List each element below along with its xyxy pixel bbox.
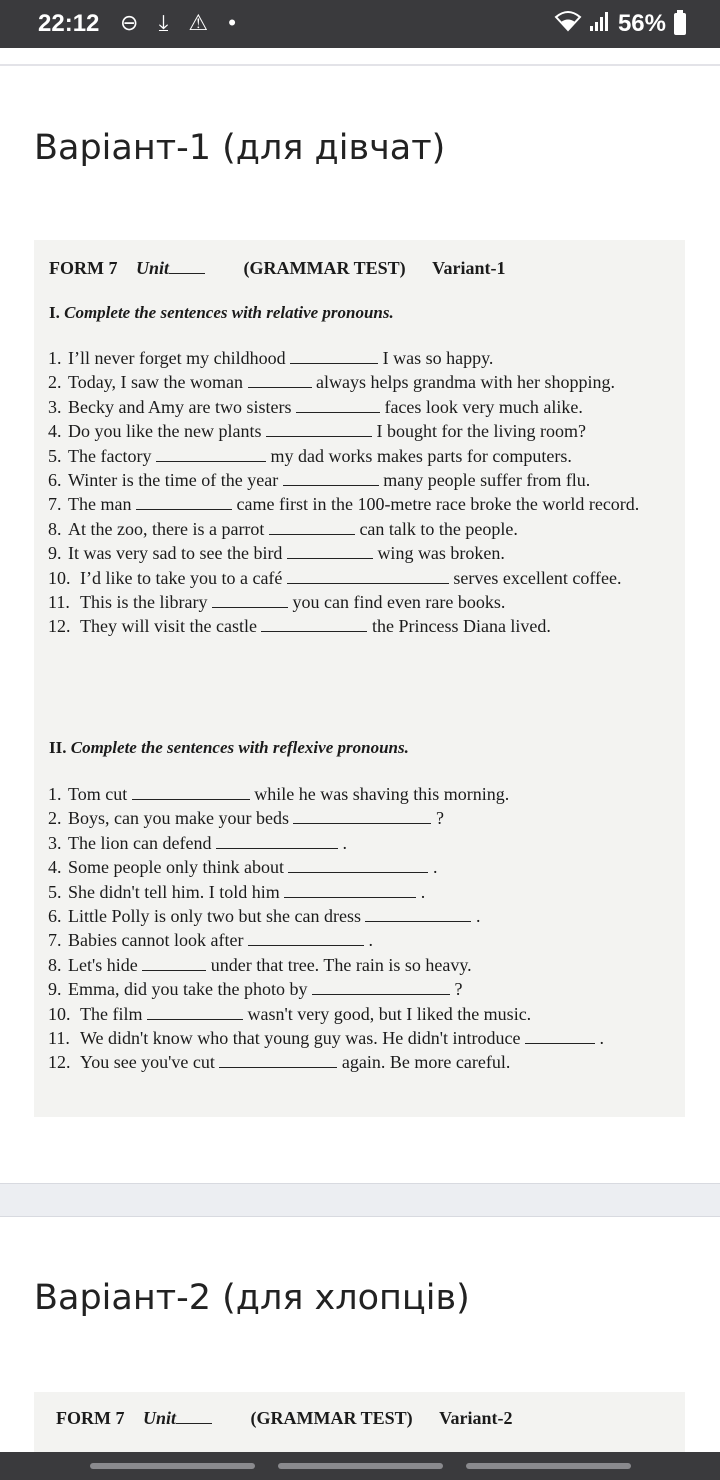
worksheet-item [48,831,678,855]
item-text-before: The man [68,494,136,515]
battery-icon [674,13,686,35]
worksheet-item [48,468,678,492]
item-text-before: Some people only think about [68,857,289,878]
item-number: 8. [48,954,62,975]
item-text-before: This is the library [80,592,212,613]
worksheet-item [48,444,678,468]
item-text-after: again. Be more careful. [337,1052,511,1073]
answer-blank [283,471,379,486]
item-number: 1. [48,784,62,804]
item-number: 3. [48,832,62,853]
item-text-after: under that tree. The rain is so heavy. [206,954,472,975]
answer-blank [266,422,372,437]
signal-icon [590,10,610,38]
answer-blank [142,956,206,971]
item-text-before: Becky and Amy are two sisters [68,396,296,417]
item-number: 3. [48,396,62,417]
item-text-after: . [471,906,481,927]
item-text-after: . [363,930,373,951]
item-text-after: you can find even rare books. [287,592,506,613]
item-text-after: ? [449,979,463,1000]
nav-back-handle[interactable] [90,1463,255,1469]
item-text-before: Do you like the new plants [68,421,266,442]
answer-blank [312,980,450,995]
item-number: 1. [48,348,62,368]
item-text-before: We didn't know who that young guy was. He didn't introduce [80,1028,525,1049]
item-text-before: I’ll never forget my childhood [68,348,291,368]
item-text-after: many people suffer from flu. [378,470,591,491]
section2-items [48,782,678,1075]
worksheet-image-variant1[interactable] [34,240,685,1117]
item-text-before: The factory [68,445,156,466]
item-text-before: The lion can defend [68,832,216,853]
answer-blank [212,593,288,608]
item-number: 4. [48,421,62,442]
answer-blank [132,785,250,800]
worksheet-image-variant2[interactable] [34,1392,685,1452]
item-text-after: . [428,857,438,878]
variant-label: Variant-2 [439,1408,513,1428]
item-text-after: can talk to the people. [354,518,518,539]
item-text-before: Winter is the time of the year [68,470,283,491]
item-number: 11. [48,592,70,613]
worksheet-item [48,492,678,516]
answer-blank [248,931,364,946]
answer-blank [288,858,428,873]
item-number: 7. [48,930,62,951]
item-text-before: You see you've cut [80,1052,220,1073]
worksheet-item [48,419,678,443]
test-label: (GRAMMAR TEST) [250,1408,413,1428]
test-label: (GRAMMAR TEST) [243,258,406,278]
item-text-before: Tom cut [68,784,132,804]
answer-blank [147,1005,243,1020]
item-text-before: Emma, did you take the photo by [68,979,312,1000]
answer-blank [219,1053,337,1068]
item-text-before: The film [80,1003,147,1024]
worksheet-item [48,782,678,806]
item-number: 2. [48,372,62,393]
sheet-header [49,258,506,279]
item-text-after: I bought for the living room? [371,421,586,442]
answer-blank [284,883,416,898]
answer-blank [216,834,338,849]
unit-label: Unit [142,1408,176,1428]
item-number: 2. [48,808,62,829]
answer-blank [365,907,471,922]
battery-percent: 56% [617,10,666,37]
item-text-after: always helps grandma with her shopping. [311,372,615,393]
item-text-before: Today, I saw the woman [68,372,248,393]
item-text-before: Boys, can you make your beds [68,808,294,829]
sheet-header [56,1408,513,1429]
status-icons [120,10,250,36]
item-number: 11. [48,1028,70,1049]
item-text-after: wasn't very good, but I liked the music. [242,1003,532,1024]
variant2-title: Варіант-2 (для хлопців) [34,1278,470,1318]
item-text-after: I was so happy. [378,348,494,368]
item-text-after: ? [431,808,444,829]
answer-blank [296,398,380,413]
item-number: 10. [48,1003,71,1024]
item-number: 12. [48,616,71,637]
worksheet-item [48,977,678,1001]
item-text-before: I’d like to take you to a café [80,567,287,588]
item-text-after: my dad works makes parts for computers. [265,445,572,466]
item-text-after: the Princess Diana lived. [367,616,551,637]
answer-blank [269,520,355,535]
answer-blank [287,569,449,584]
item-number: 4. [48,857,62,878]
section-separator [0,1183,720,1217]
item-text-after: came first in the 100-metre race broke the world record. [231,494,640,515]
item-text-before: It was very sad to see the bird [68,543,287,564]
item-number: 5. [48,445,62,466]
worksheet-item [48,614,678,638]
worksheet-item [48,928,678,952]
answer-blank [525,1029,595,1044]
worksheet-item [48,1002,678,1026]
divider [0,64,720,66]
worksheet-item [48,806,678,830]
worksheet-item [48,395,678,419]
item-text-before: At the zoo, there is a parrot [68,518,269,539]
answer-blank [290,349,378,364]
answer-blank [261,617,367,632]
item-number: 7. [48,494,62,515]
section1-title: I. Complete the sentences with relative pronouns. [49,303,394,322]
item-number: 6. [48,906,62,927]
variant1-title: Варіант-1 (для дівчат) [34,128,446,168]
worksheet-item [48,590,678,614]
item-text-before: She didn't tell him. I told him [68,881,285,902]
nav-recent-handle[interactable] [466,1463,631,1469]
warning-icon: ⚠ [188,10,209,35]
item-number: 10. [48,567,71,588]
worksheet-item [48,370,678,394]
item-text-before: Let's hide [68,954,143,975]
item-text-after: serves excellent coffee. [448,567,622,588]
item-text-after: . [416,881,426,902]
worksheet-item [48,855,678,879]
answer-blank [293,809,431,824]
worksheet-item [48,880,678,904]
status-bar [0,0,720,48]
download-icon: ⤓ [158,10,169,35]
worksheet-item [48,953,678,977]
worksheet-item [48,541,678,565]
answer-blank [287,544,373,559]
dnd-icon: ⊖ [120,10,139,35]
wifi-icon [554,10,582,38]
section2-title: II. Complete the sentences with reflexive pronouns. [49,738,409,757]
answer-blank [136,495,232,510]
item-number: 12. [48,1052,71,1073]
unit-label: Unit [135,258,169,278]
answer-blank [248,373,312,388]
worksheet-item [48,517,678,541]
form-label: FORM 7 [56,1408,125,1428]
status-time: 22:12 [38,10,100,37]
item-text-after: while he was shaving this morning. [249,784,510,804]
section1-items [48,346,678,639]
item-number: 6. [48,470,62,491]
worksheet-item [48,904,678,928]
item-number: 9. [48,979,62,1000]
variant-label: Variant-1 [432,258,506,278]
worksheet-item [48,566,678,590]
item-number: 9. [48,543,62,564]
item-text-after: faces look very much alike. [379,396,583,417]
item-text-before: Little Polly is only two but she can dress [68,906,366,927]
worksheet-item [48,346,678,370]
dot-icon: • [228,10,236,35]
item-text-after: . [594,1028,604,1049]
item-number: 5. [48,881,62,902]
item-text-before: Babies cannot look after [68,930,248,951]
item-text-before: They will visit the castle [80,616,262,637]
item-number: 8. [48,518,62,539]
form-label: FORM 7 [49,258,118,278]
item-text-after: wing was broken. [372,543,505,564]
nav-home-handle[interactable] [278,1463,443,1469]
answer-blank [156,447,266,462]
item-text-after: . [337,832,347,853]
worksheet-item [48,1026,678,1050]
navigation-bar [0,1452,720,1480]
worksheet-item [48,1050,678,1074]
